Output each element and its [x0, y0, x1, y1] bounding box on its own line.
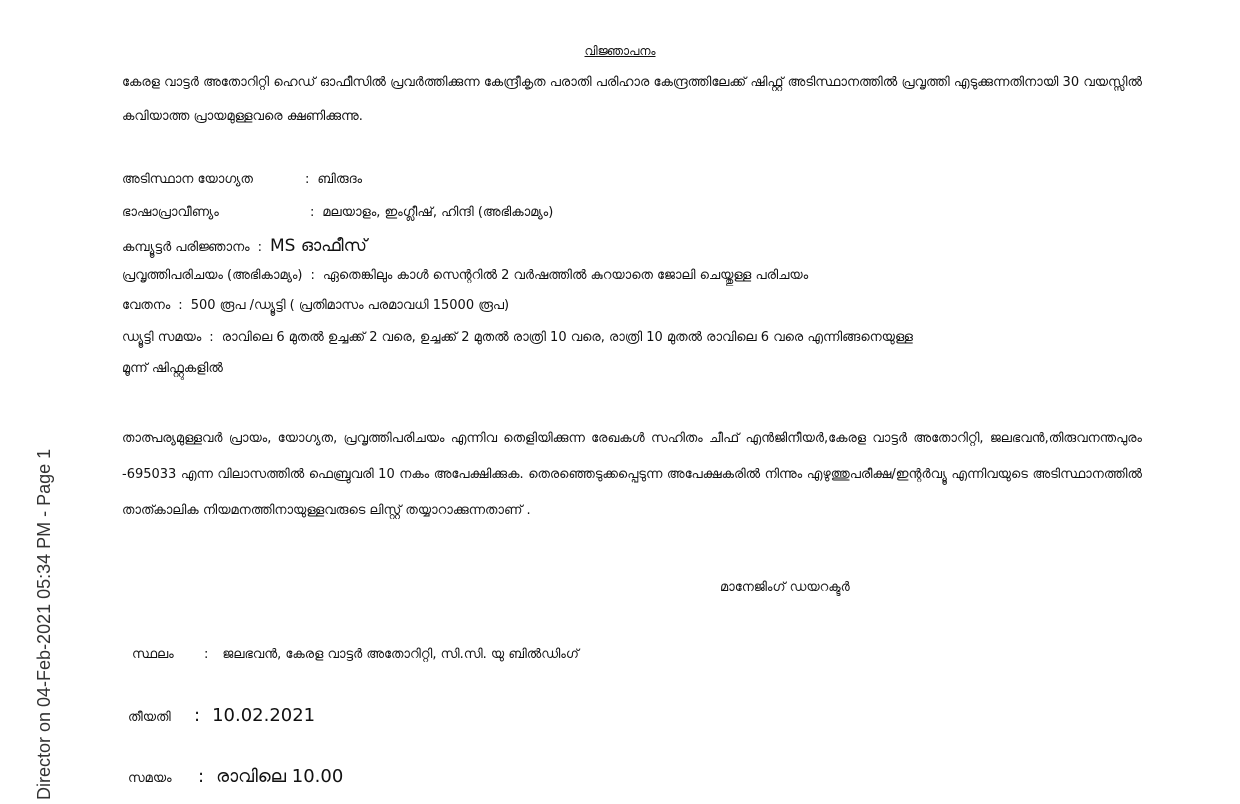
detail-value: ബിരുദം	[317, 172, 363, 187]
detail-value: MS ഓഫീസ്	[269, 236, 367, 256]
detail-value: മൂന്ന് ഷിഫ്റ്റുകളിൽ	[122, 361, 223, 376]
detail-value: 500 രൂപ /ഡ്യൂട്ടി ( പ്രതിമാസം പരമാവധി 15000 രൂപ)	[190, 298, 510, 313]
footer-date-label: തീയതി	[128, 710, 171, 725]
detail-row	[122, 205, 553, 220]
detail-row	[122, 268, 808, 283]
detail-separator: :	[310, 268, 315, 283]
signature-designation: മാനേജിംഗ് ഡയറക്ടർ	[720, 580, 850, 595]
detail-value: മലയാളം, ഇംഗ്ലീഷ്, ഹിന്ദി (അഭികാമ്യം)	[322, 205, 554, 220]
footer-separator: :	[198, 766, 205, 787]
footer-date-value: 10.02.2021	[212, 705, 316, 726]
detail-separator: :	[209, 330, 214, 345]
detail-value: രാവിലെ 6 മുതൽ ഉച്ചക്ക് 2 വരെ, ഉച്ചക്ക് 2 മുതൽ രാത്രി 10 വരെ, രാത്രി 10 മുതൽ രാവിലെ 6 വരെ എന്നിങ്ങനെയുള്ള	[221, 330, 913, 345]
detail-row	[122, 172, 362, 187]
footer-separator: :	[194, 705, 201, 726]
detail-label: പ്രവൃത്തിപരിചയം (അഭികാമ്യം)	[122, 268, 303, 283]
detail-separator: :	[178, 298, 183, 313]
detail-row-continuation	[122, 361, 223, 376]
detail-label: ഡ്യൂട്ടി സമയം	[122, 330, 202, 345]
application-paragraph: താത്പര്യമുള്ളവർ പ്രായം, യോഗ്യത, പ്രവൃത്തിപരിചയം എന്നിവ തെളിയിക്കുന്ന രേഖകൾ സഹിതം ചീഫ് എൻജിനീയർ,കേരള വാട്ടർ അതോറിറ്റി, ജലഭവൻ,തിരുവനന്തപുരം -695033 എന്ന വിലാസത്തിൽ ഫെബ്രുവരി 10 നകം അപേക്ഷിക്കുക. തെരഞ്ഞെടുക്കപ്പെടുന്ന അപേക്ഷകരിൽ നിന്നും എഴുത്തുപരീക്ഷ/ഇന്റർവ്യൂ എന്നിവയുടെ അടിസ്ഥാനത്തിൽ താത്കാലിക നിയമനത്തിനായുള്ളവരുടെ ലിസ്റ്റ് തയ്യാറാക്കുന്നതാണ് .	[122, 431, 1142, 518]
footer-date	[128, 705, 315, 726]
detail-value: ഏതെങ്കിലും കാൾ സെന്ററിൽ 2 വർഷത്തിൽ കുറയാതെ ജോലി ചെയ്തുള്ള പരിചയം	[322, 268, 809, 283]
detail-separator: :	[310, 205, 315, 220]
footer-time-label: സമയം	[128, 771, 172, 786]
footer-place-value: ജലഭവൻ, കേരള വാട്ടർ അതോറിറ്റി, സി.സി. യു ബിൽഡിംഗ്	[222, 647, 579, 662]
footer-place	[132, 647, 579, 662]
footer-separator: :	[204, 647, 209, 662]
detail-separator: :	[305, 172, 310, 187]
detail-row	[122, 236, 367, 256]
detail-row	[122, 298, 509, 313]
detail-label: വേതനം	[122, 298, 171, 313]
detail-label: കമ്പ്യൂട്ടർ പരിജ്ഞാനം	[122, 240, 250, 255]
footer-place-label: സ്ഥലം	[132, 647, 174, 662]
detail-row	[122, 330, 913, 345]
intro-paragraph: കേരള വാട്ടർ അതോറിറ്റി ഹെഡ് ഓഫീസിൽ പ്രവർത്തിക്കുന്ന കേന്ദ്രീകൃത പരാതി പരിഹാര കേന്ദ്രത്തിലേക്ക് ഷിഫ്റ്റ് അടിസ്ഥാനത്തിൽ പ്രവൃത്തി എടുക്കുന്നതിനായി 30 വയസ്സിൽ കവിയാത്ത പ്രായമുള്ളവരെ ക്ഷണിക്കുന്നു.	[122, 75, 1142, 124]
detail-label: ഭാഷാപ്രാവീണ്യം	[122, 205, 219, 220]
document-heading: വിജ്ഞാപനം	[584, 44, 656, 58]
detail-label: അടിസ്ഥാന യോഗ്യത	[122, 172, 253, 187]
footer-time	[128, 766, 343, 787]
side-timestamp-stamp: Director on 04-Feb-2021 05:34 PM - Page 1	[34, 448, 54, 800]
detail-separator: :	[257, 240, 262, 255]
footer-time-value: രാവിലെ 10.00	[216, 766, 344, 787]
